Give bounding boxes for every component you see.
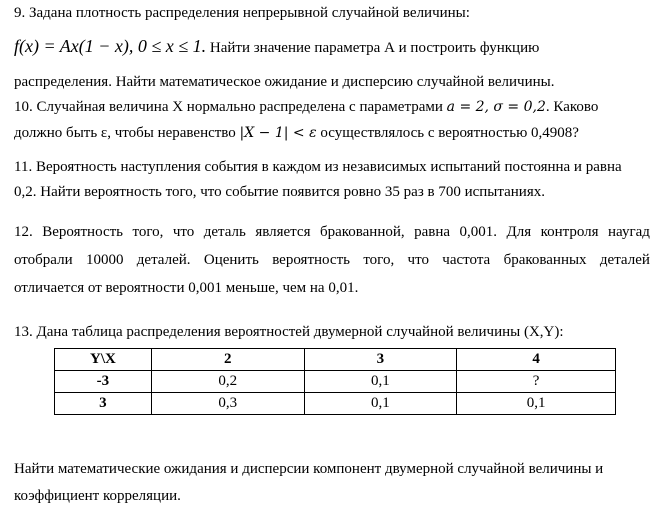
word: деталей xyxy=(599,252,650,268)
word: бракованных xyxy=(503,252,587,268)
table-header-cell: Y\X xyxy=(55,349,152,371)
problem-12-line-1 xyxy=(14,222,650,242)
word: деталь xyxy=(203,224,246,240)
word: что xyxy=(407,252,429,268)
table-cell: 0,1 xyxy=(457,393,616,415)
problem-11-line-2: 0,2. Найти вероятность того, что событие появится ровно 35 раз в 700 испытаниях. xyxy=(14,184,545,200)
word: вероятность xyxy=(272,252,350,268)
problem-13-outro-line-1: Найти математические ожидания и дисперсии компонент двумерной случайной величины и xyxy=(14,461,604,477)
problem-9-line-1: 9. Задана плотность распределения непрерывной случайной величины: xyxy=(14,5,470,21)
word: контроля xyxy=(540,224,599,240)
table-header-row xyxy=(55,349,616,371)
inequality: |X − 1| < ε xyxy=(239,125,317,141)
distribution-table xyxy=(54,348,616,415)
table-cell: ? xyxy=(457,371,616,393)
problem-13-outro-line-2: коэффициент корреляции. xyxy=(14,488,181,504)
problem-10-line-2 xyxy=(14,123,579,143)
word: Оценить xyxy=(203,252,259,268)
problem-13-intro: 13. Дана таблица распределения вероятностей двумерной случайной величины (X,Y): xyxy=(14,324,564,340)
table-cell: 0,3 xyxy=(151,393,304,415)
table-row xyxy=(55,371,616,393)
table-row-header: -3 xyxy=(55,371,152,393)
problem-10-text-b: . Каково xyxy=(545,99,599,115)
table-header-cell: 2 xyxy=(151,349,304,371)
problem-12-line-3: отличается от вероятности 0,001 меньше, чем на 0,01. xyxy=(14,280,359,296)
word: того, xyxy=(363,252,395,268)
word: частота xyxy=(442,252,491,268)
table-header-cell: 4 xyxy=(457,349,616,371)
problem-11-line-1: 11. Вероятность наступления события в каждом из независимых испытаний постоянна и равна xyxy=(14,159,622,175)
table-row xyxy=(55,393,616,415)
problem-10-line-1 xyxy=(14,97,598,117)
normal-params: a = 2, σ = 0,2 xyxy=(446,99,546,115)
problem-12-line-2 xyxy=(14,250,650,270)
word: деталей. xyxy=(136,252,191,268)
word: отобрали xyxy=(14,252,73,268)
problem-9-line-2 xyxy=(14,36,539,58)
word: равна xyxy=(414,224,451,240)
density-formula: f(x) = Ax(1 − x), 0 ≤ x ≤ 1. xyxy=(14,36,207,56)
problem-10-text-a: 10. Случайная величина Х нормально распределена с параметрами xyxy=(14,99,447,115)
word: что xyxy=(172,224,195,240)
table-header-cell: 3 xyxy=(304,349,457,371)
word: 10000 xyxy=(85,252,124,268)
table-row-header: 3 xyxy=(55,393,152,415)
word: является xyxy=(255,224,311,240)
word: Вероятность xyxy=(42,224,124,240)
table-cell: 0,1 xyxy=(304,371,457,393)
word: 0,001. xyxy=(459,224,498,240)
problem-10-text-c: должно быть ε, чтобы неравенство xyxy=(14,125,240,141)
word: того, xyxy=(132,224,164,240)
word: бракованной, xyxy=(319,224,405,240)
problem-9-line-2-text: Найти значение параметра А и построить функцию xyxy=(206,40,540,56)
word: 12. xyxy=(14,224,33,240)
word: наугад xyxy=(608,224,650,240)
table-cell: 0,2 xyxy=(151,371,304,393)
problem-10-text-d: осуществлялось с вероятностью 0,4908? xyxy=(316,125,579,141)
word: Для xyxy=(506,224,532,240)
table-cell: 0,1 xyxy=(304,393,457,415)
problem-9-line-3: распределения. Найти математическое ожидание и дисперсию случайной величины. xyxy=(14,74,555,90)
